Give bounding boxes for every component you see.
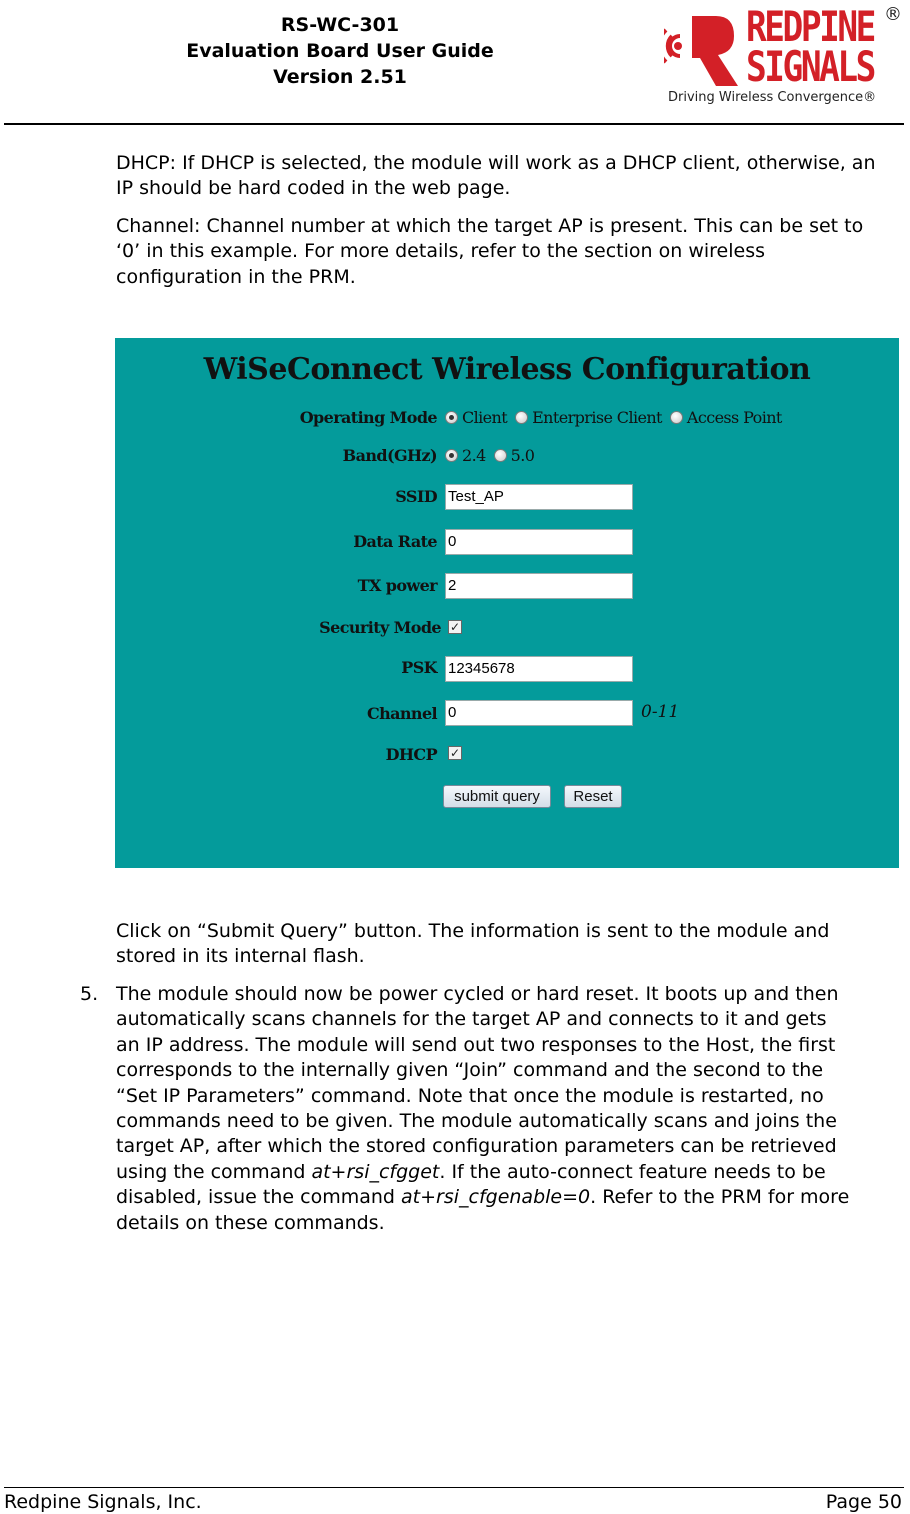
channel-description: Channel: Channel number at which the target AP is present. This can be set to ‘0’ in this example. For more details, refer to the section on wireless configuration in the PRM.	[116, 215, 864, 288]
ssid-input[interactable]: Test_AP	[445, 484, 633, 510]
footer-page-number: Page 50	[825, 1491, 902, 1513]
data-rate-input[interactable]: 0	[445, 529, 633, 555]
radio-band-2-4[interactable]	[445, 449, 458, 462]
ssid-label: SSID	[395, 487, 437, 506]
radio-access-point[interactable]	[670, 411, 683, 424]
operating-mode-group	[445, 408, 782, 427]
reset-button[interactable]: Reset	[564, 785, 622, 808]
radio-enterprise-client-label: Enterprise Client	[532, 408, 662, 427]
step-number: 5.	[80, 983, 99, 1005]
logo-word-signals: SIGNALS	[746, 42, 874, 91]
data-rate-label: Data Rate	[353, 532, 437, 551]
radio-client[interactable]	[445, 411, 458, 424]
operating-mode-label: Operating Mode	[299, 408, 437, 427]
radio-enterprise-client[interactable]	[515, 411, 528, 424]
tx-power-label: TX power	[357, 576, 437, 595]
logo-signal-icon	[664, 8, 744, 88]
wiseconnect-config-screenshot	[115, 338, 899, 868]
step-5-text-part-a: The module should now be power cycled or hard reset. It boots up and then automatically scans channels for the target AP and connects to it and gets an IP address. The module will send out two responses to the Host, the first corresponds to the internally given “Join” command and the second to the “Set IP Parameters” command. Note that once the module is restarted, no commands need to be given. The module automatically scans and joins the target AP, after which the stored configuration parameters can be retrieved using the command	[116, 983, 839, 1183]
band-group	[445, 446, 534, 465]
submit-instructions: Click on “Submit Query” button. The information is sent to the module and stored in its internal flash.	[116, 920, 830, 968]
footer-company: Redpine Signals, Inc.	[4, 1491, 202, 1513]
cfgenable-command: at+rsi_cfgenable=0	[401, 1186, 591, 1209]
dhcp-description: DHCP: If DHCP is selected, the module will work as a DHCP client, otherwise, an IP should be hard coded in the web page.	[116, 152, 876, 200]
header-divider	[4, 123, 904, 125]
logo-registered-mark: ®	[884, 4, 902, 25]
cfgget-command: at+rsi_cfgget	[311, 1160, 440, 1183]
channel-range-hint: 0-11	[641, 702, 680, 722]
radio-client-label: Client	[462, 408, 508, 427]
submit-query-button[interactable]: submit query	[443, 785, 551, 808]
dhcp-checkbox[interactable]: ✓	[449, 746, 461, 760]
tx-power-input[interactable]: 2	[445, 573, 633, 599]
config-form-title: WiSeConnect Wireless Configuration	[203, 352, 811, 387]
logo-tagline: Driving Wireless Convergence®	[668, 90, 877, 105]
radio-band-2-4-label: 2.4	[462, 446, 486, 465]
document-title	[120, 12, 560, 90]
step-5-text-part-b: . If the auto-connect feature needs to be disabled, issue the command	[116, 1160, 826, 1209]
psk-input[interactable]: 12345678	[445, 656, 633, 682]
channel-label: Channel	[366, 704, 437, 723]
title-line-guide: Evaluation Board User Guide	[186, 40, 494, 62]
radio-band-5-0[interactable]	[494, 449, 507, 462]
page-header	[0, 0, 910, 126]
security-mode-checkbox[interactable]: ✓	[449, 620, 461, 634]
footer-divider	[4, 1487, 904, 1488]
radio-band-5-0-label: 5.0	[510, 446, 535, 465]
radio-access-point-label: Access Point	[686, 408, 782, 427]
logo-word-redpine: REDPINE	[746, 2, 874, 51]
security-mode-label: Security Mode	[319, 618, 441, 637]
band-label: Band(GHz)	[342, 446, 437, 465]
step-5-text	[116, 982, 856, 1236]
step-5-text-part-c: . Refer to the PRM for more details on these commands.	[116, 1186, 850, 1234]
channel-input[interactable]: 0	[445, 700, 633, 726]
psk-label: PSK	[401, 658, 437, 677]
redpine-logo	[664, 4, 904, 114]
title-line-product: RS-WC-301	[280, 14, 400, 36]
title-line-version: Version 2.51	[273, 66, 407, 88]
dhcp-label: DHCP	[385, 745, 437, 764]
